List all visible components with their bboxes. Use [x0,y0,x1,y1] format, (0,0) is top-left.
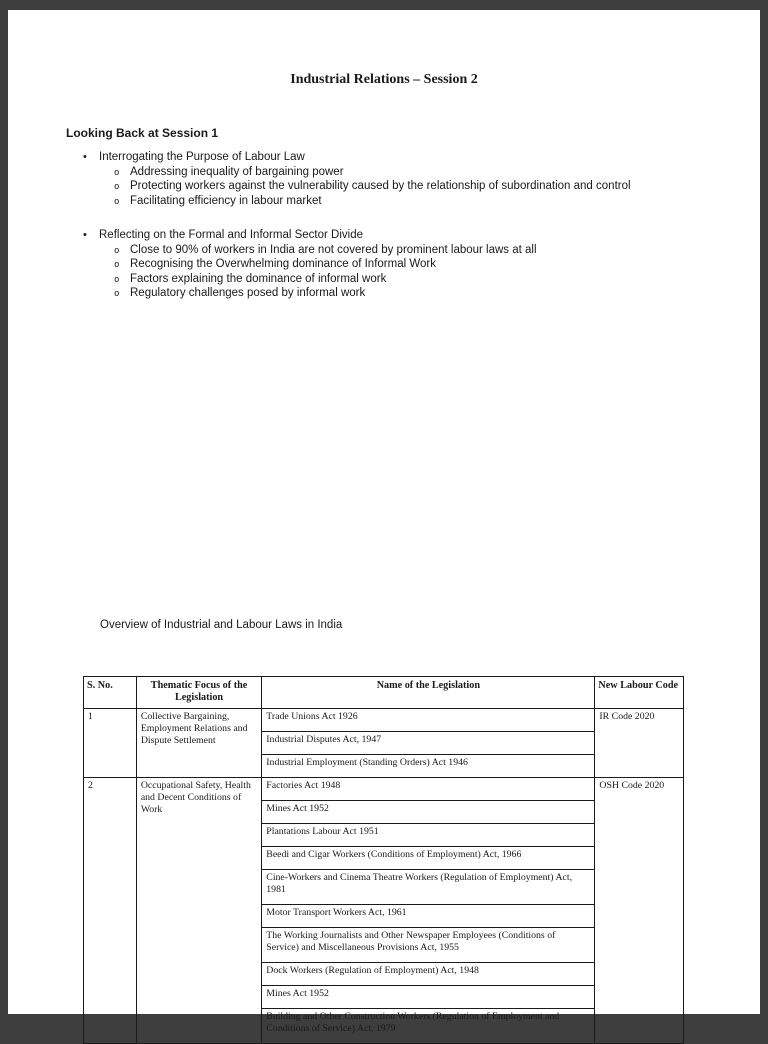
circle-bullet-icon: o [114,182,120,192]
sub-bullet-label: Factors explaining the dominance of informal work [130,272,387,285]
circle-bullet-icon: o [114,289,120,299]
sub-bullet-item [66,194,706,209]
sub-bullet-label: Facilitating efficiency in labour market [130,194,322,207]
page-title: Industrial Relations – Session 2 [290,72,478,87]
bullet-icon: • [83,229,87,241]
sub-bullet-item [66,243,706,258]
circle-bullet-icon: o [114,245,120,256]
cell-act: Beedi and Cigar Workers (Conditions of Employment) Act, 1966 [262,847,595,870]
cell-act: Mines Act 1952 [262,986,595,1009]
col-header-legislation-name: Name of the Legislation [262,677,595,709]
bullet-list [66,150,706,301]
bullet-group [66,228,706,301]
cell-act: The Working Journalists and Other Newspaper Employees (Conditions of Service) and Miscellaneous Provisions Act, 1955 [262,928,595,963]
cell-thematic-focus: Occupational Safety, Health and Decent Conditions of Work [136,778,261,1044]
cell-act: Industrial Disputes Act, 1947 [262,732,595,755]
table-header-row [84,677,684,709]
table-caption: Overview of Industrial and Labour Laws in India [100,619,343,631]
sub-bullet-label: Recognising the Overwhelming dominance of Informal Work [130,258,436,270]
circle-bullet-icon: o [114,196,120,207]
circle-bullet-icon: o [114,167,120,178]
cell-act: Industrial Employment (Standing Orders) Act 1946 [262,755,595,778]
table-row [84,778,684,801]
bullet-item [66,150,706,165]
circle-bullet-icon: o [114,274,120,285]
cell-sno: 1 [84,709,137,778]
sub-bullet-item [66,179,706,194]
cell-act: Factories Act 1948 [262,778,595,801]
cell-act: Mines Act 1952 [262,801,595,824]
circle-bullet-icon: o [114,260,120,270]
legislation-table [83,676,684,1044]
cell-act: Plantations Labour Act 1951 [262,824,595,847]
cell-sno: 2 [84,778,137,1044]
bullet-item [66,228,706,243]
sub-bullet-label: Addressing inequality of bargaining power [130,165,344,178]
bullet-group [66,150,706,208]
cell-act: Trade Unions Act 1926 [262,709,595,732]
cell-labour-code: OSH Code 2020 [595,778,684,1044]
sub-bullet-item [66,272,706,287]
sub-bullet-label: Protecting workers against the vulnerability caused by the relationship of subordination and control [130,180,631,192]
sub-bullet-label: Close to 90% of workers in India are not covered by prominent labour laws at all [130,243,537,256]
sub-bullet-item [66,286,706,301]
bullet-item-label: Reflecting on the Formal and Informal Sector Divide [99,229,363,241]
document-page [8,10,760,1034]
col-header-sno: S. No. [84,677,137,709]
table-row [84,709,684,732]
sub-bullet-item [66,165,706,180]
cell-act: Cine-Workers and Cinema Theatre Workers (Regulation of Employment) Act, 1981 [262,870,595,905]
bullet-icon: • [83,151,87,163]
sub-bullet-label: Regulatory challenges posed by informal work [130,287,366,299]
cell-act: Building and Other Construction Workers (Regulation of Employment and Conditions of Service) Act, 1979 [262,1009,595,1044]
col-header-new-labour-code: New Labour Code [595,677,684,709]
cell-thematic-focus: Collective Bargaining, Employment Relations and Dispute Settlement [136,709,261,778]
bullet-item-label: Interrogating the Purpose of Labour Law [99,151,305,163]
section-heading: Looking Back at Session 1 [66,126,219,140]
sub-bullet-item [66,257,706,272]
cell-act: Motor Transport Workers Act, 1961 [262,905,595,928]
col-header-thematic-focus: Thematic Focus of the Legislation [136,677,261,709]
cell-act: Dock Workers (Regulation of Employment) Act, 1948 [262,963,595,986]
cell-labour-code: IR Code 2020 [595,709,684,778]
